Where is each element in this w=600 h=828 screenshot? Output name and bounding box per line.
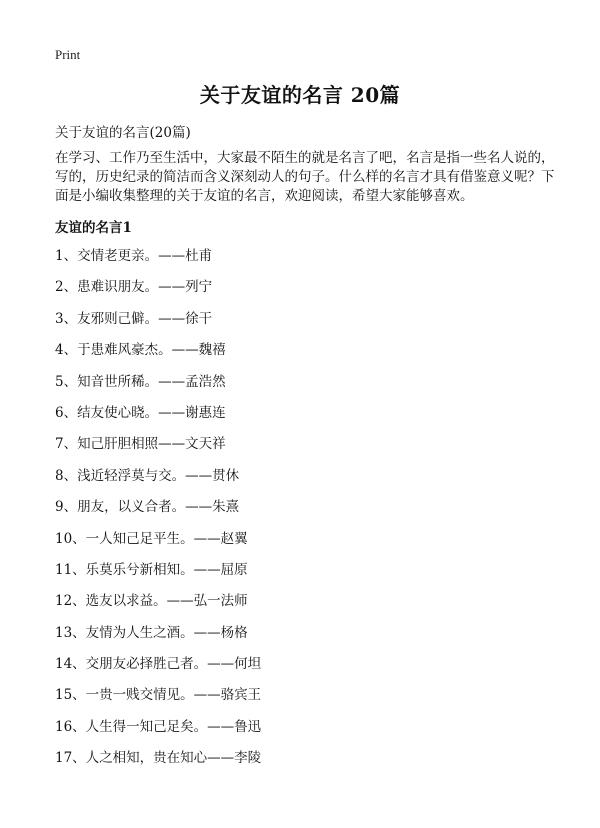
quote-item: 8、浅近轻浮莫与交。——贯休 bbox=[55, 467, 240, 484]
quote-list bbox=[55, 245, 261, 779]
intro-paragraph: 在学习、工作乃至生活中，大家最不陌生的就是名言了吧，名言是指一些名人说的，写的，历史纪录的简洁而含义深刻动人的句子。什么样的名言才具有借鉴意义呢？下面是小编收集整理的关于友谊的名言，欢迎阅读，希望大家能够喜欢。 bbox=[55, 150, 555, 204]
quote-item: 6、结友使心晓。——谢惠连 bbox=[55, 404, 226, 421]
quote-item: 13、友情为人生之酒。——杨格 bbox=[55, 624, 248, 641]
quote-item: 11、乐莫乐兮新相知。——屈原 bbox=[55, 561, 248, 578]
quote-item: 3、友邪则己僻。——徐干 bbox=[55, 310, 213, 327]
quote-item: 2、患难识朋友。——列宁 bbox=[55, 279, 213, 296]
quote-item: 7、知己肝胆相照——文天祥 bbox=[55, 436, 226, 453]
quote-item: 4、于患难风豪杰。——魏禧 bbox=[55, 342, 226, 359]
quote-item: 9、朋友，以义合者。——朱熹 bbox=[55, 499, 240, 516]
quote-item: 16、人生得一知己足矣。——鲁迅 bbox=[55, 718, 262, 735]
quote-item: 10、一人知己足平生。——赵翼 bbox=[55, 530, 248, 547]
quote-item: 14、交朋友必择胜己者。——何坦 bbox=[55, 656, 262, 673]
page-title: 关于友谊的名言 20篇 bbox=[199, 83, 401, 107]
quote-item: 15、一贵一贱交情见。——骆宾王 bbox=[55, 687, 262, 704]
quote-item: 5、知音世所稀。——孟浩然 bbox=[55, 373, 226, 390]
quote-item: 12、选友以求益。——弘一法师 bbox=[55, 593, 248, 610]
print-link[interactable]: Print bbox=[55, 47, 81, 62]
quote-item: 1、交情老更亲。——杜甫 bbox=[55, 248, 213, 264]
section-heading: 友谊的名言1 bbox=[55, 220, 132, 236]
quote-item: 17、人之相知，贵在知心——李陵 bbox=[55, 750, 262, 767]
page-subtitle: 关于友谊的名言(20篇) bbox=[55, 125, 191, 141]
